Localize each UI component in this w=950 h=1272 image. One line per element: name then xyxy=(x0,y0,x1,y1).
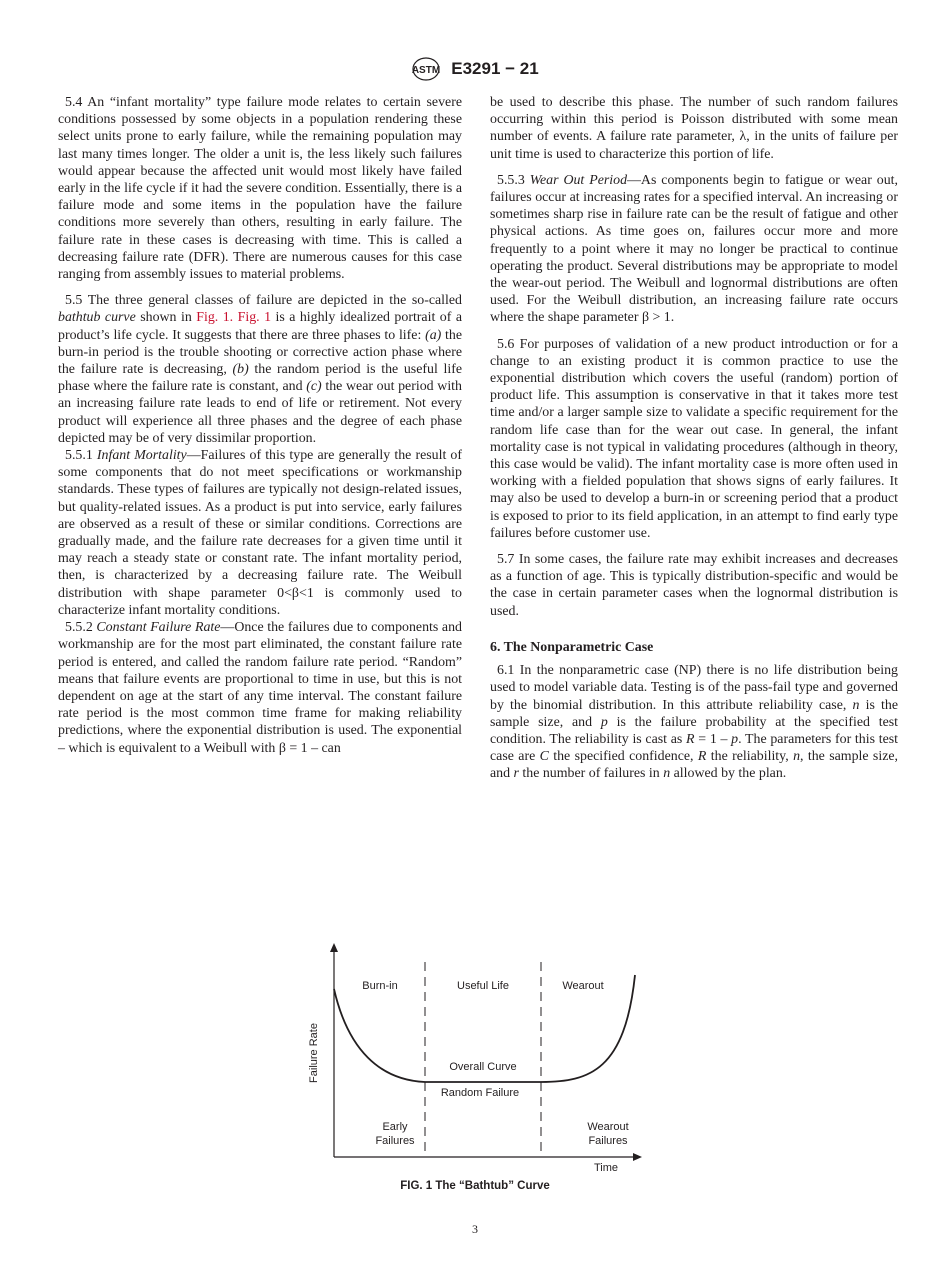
text: the number of failures in xyxy=(518,766,664,782)
text: allowed by the plan. xyxy=(670,766,787,782)
label-early: Early xyxy=(382,1121,408,1133)
label-wearout-2: Wearout xyxy=(587,1121,629,1133)
text: 6.1 In the nonparametric case (NP) there is no life distribution being used to model variable data. Testing is of the pass-fail type and governed by the binomial distribution. In this attribute reliability case, xyxy=(490,663,898,713)
italic-text: n xyxy=(852,697,860,713)
paragraph xyxy=(58,619,462,757)
paragraph xyxy=(58,94,462,283)
document-designation: E3291 − 21 xyxy=(451,59,539,78)
text: be used to describe this phase. The number of such random failures occurring within this period is Poisson distributed with some mean number of events. A failure rate parameter, λ, in the units of failure per unit time is used to characterize this portion of life. xyxy=(490,95,898,162)
paragraph xyxy=(490,94,898,163)
text: = 1 – xyxy=(694,731,732,747)
italic-text: bathtub curve xyxy=(58,310,136,326)
italic-text: (b) xyxy=(232,362,249,378)
text: 5.6 For purposes of validation of a new product introduction or for a change to an existing product it is common practice to use the exponential distribution which covers the useful (random) portion of product life. This assumption is conservative in that it takes more test time and/or a larger sample size to validate a specific requirement for the random life case than for the wear out case. In general, the infant mortality case is not typical in validating procedures (although in theory, this case would be valid). The infant mortality case is more often used in working with a fielded population that shows signs of early failures. It may also be used to develop a burn-in or screening period that a product is exposed to prior to its field application, in an attempt to find early type failures before customer use. xyxy=(490,336,898,541)
text: the specified confidence, xyxy=(548,749,698,765)
y-axis-label: Failure Rate xyxy=(308,1023,320,1083)
text: . The parameters for this test case are xyxy=(490,731,899,765)
label-overall-curve: Overall Curve xyxy=(449,1061,517,1073)
text: is the sample size, and xyxy=(490,697,899,730)
label-useful-life: Useful Life xyxy=(457,980,509,992)
text: 5.5 The three general classes of failure are depicted in the so-called xyxy=(65,293,462,309)
italic-text: p xyxy=(600,714,608,730)
left-column xyxy=(58,94,462,766)
text: is a highly idealized portrait of a product’s life cycle. It suggests that there are three phases to life: xyxy=(58,310,462,343)
figure-caption: FIG. 1 The “Bathtub” Curve xyxy=(400,1180,550,1192)
text: 5.5.3 xyxy=(497,172,530,188)
text: the reliability, xyxy=(706,749,794,765)
paragraph xyxy=(58,292,462,447)
italic-text: r xyxy=(513,766,519,782)
italic-text: C xyxy=(539,749,549,765)
italic-text: Wear Out Period xyxy=(529,172,628,188)
text: 5.7 In some cases, the failure rate may exhibit increases and decreases as a function of age. This is typically distribution-specific and would be the case in certain parameter cases when the lognormal distribution is used. xyxy=(490,552,898,619)
figure-bathtub-curve xyxy=(300,940,660,1205)
paragraph xyxy=(490,662,898,782)
right-column xyxy=(490,94,898,792)
paragraph xyxy=(490,551,898,620)
italic-text: R xyxy=(697,749,707,765)
label-random-failure: Random Failure xyxy=(440,1087,520,1099)
page-number: 3 xyxy=(472,1222,478,1236)
x-axis-arrow-icon xyxy=(633,1153,642,1161)
svg-text:ASTM: ASTM xyxy=(412,65,441,76)
text: 5.5.2 xyxy=(65,620,97,636)
text: the random period is the useful life phase where the failure rate is constant, and xyxy=(58,362,462,395)
figure-link[interactable]: Fig. 1. Fig. 1 xyxy=(196,310,272,326)
paragraph xyxy=(490,336,898,542)
text: is the failure probability at the specified test condition. The reliability is cast as xyxy=(490,714,899,747)
text: 5.5.1 xyxy=(65,448,97,464)
label-early-failures: Failures xyxy=(375,1135,415,1147)
italic-text: n xyxy=(793,749,801,765)
text: shown in xyxy=(135,310,197,326)
section-heading: 6. The Nonparametric Case xyxy=(490,639,654,655)
italic-text: R xyxy=(686,731,695,747)
y-axis-arrow-icon xyxy=(330,943,338,952)
label-wearout-failures: Failures xyxy=(588,1135,628,1147)
label-wearout: Wearout xyxy=(562,980,604,992)
paragraph xyxy=(490,172,898,327)
text: —Failures of this type are generally the result of some components that do not meet specifications or workmanship standards. These types of failures are typically not design-related issues, but quality-related issues. As a product is put into service, early failures are observed as a result of these or similar conditions. Corrections are gradually made, and the failure rate decreases for a given time until it may reach a steady state or constant rate. The infant mortality period, then, is characterized by a decreasing failure rate. The Weibull distribution with shape parameter 0<β<1 is commonly used to characterize infant mortality conditions. xyxy=(58,448,463,618)
text: the burn-in period is the trouble shooting or corrective action phase where the failure rate is decreasing, xyxy=(58,327,462,378)
label-burn-in: Burn-in xyxy=(362,980,398,992)
italic-text: n xyxy=(663,766,671,782)
astm-logo-icon xyxy=(411,56,441,82)
italic-text: p xyxy=(731,731,739,747)
page-header xyxy=(0,56,950,82)
text: the wear out period with an increasing failure rate leads to end of life or retirement. Not every product will experience all three phases and the degree of each phase depicted may be of very dissimilar proportion. xyxy=(58,379,462,446)
italic-text: Constant Failure Rate xyxy=(96,620,221,636)
paragraph xyxy=(58,447,462,619)
text: 5.4 An “infant mortality” type failure mode relates to certain severe conditions possessed by some objects in a population rendering these select units prone to early failure, while the remaining population may last many times longer. The older a unit is, the less likely such failures would appear because the affected unit would most likely have failed early in the life cycle if it had the severe condition. Essentially, there is a failure mode and some items in the population have the failure conditions more severely than others, resulting in early failure. The failure rate in these cases is decreasing with time. This is called a decreasing failure rate (DFR). There are numerous causes for this case ranging from assembly issues to material problems. xyxy=(58,95,462,283)
text: —As components begin to fatigue or wear out, failures occur at increasing rates for a specified interval. An increasing or sometimes sharp rise in failure rate can be the result of fatigue and other physical actions. As time goes on, failures occur more and more frequently to a point where it may no longer be practical to continue operating the product. Several distributions may be appropriate to model the wear-out period. The Weibull and lognormal distributions are often used. For the Weibull distribution, an increasing failure rate occurs where the shape parameter β > 1. xyxy=(490,172,898,326)
text: , the sample size, and xyxy=(490,749,898,782)
italic-text: Infant Mortality xyxy=(96,448,187,464)
x-axis-label: Time xyxy=(593,1162,619,1174)
text: —Once the failures due to components and workmanship are for the most part eliminated, the constant failure rate period is entered, and called the random failure rate period. “Random” means that failure events are proportional to time in use, but this is not dependent on age at the start of any time interval. The constant failure rate period is the most common time frame for making reliability predictions, where the exponential distribution is used. The exponential – which is equivalent to a Weibull with β = 1 – can xyxy=(58,620,462,756)
italic-text: (c) xyxy=(306,379,322,395)
italic-text: (a) xyxy=(425,327,442,343)
